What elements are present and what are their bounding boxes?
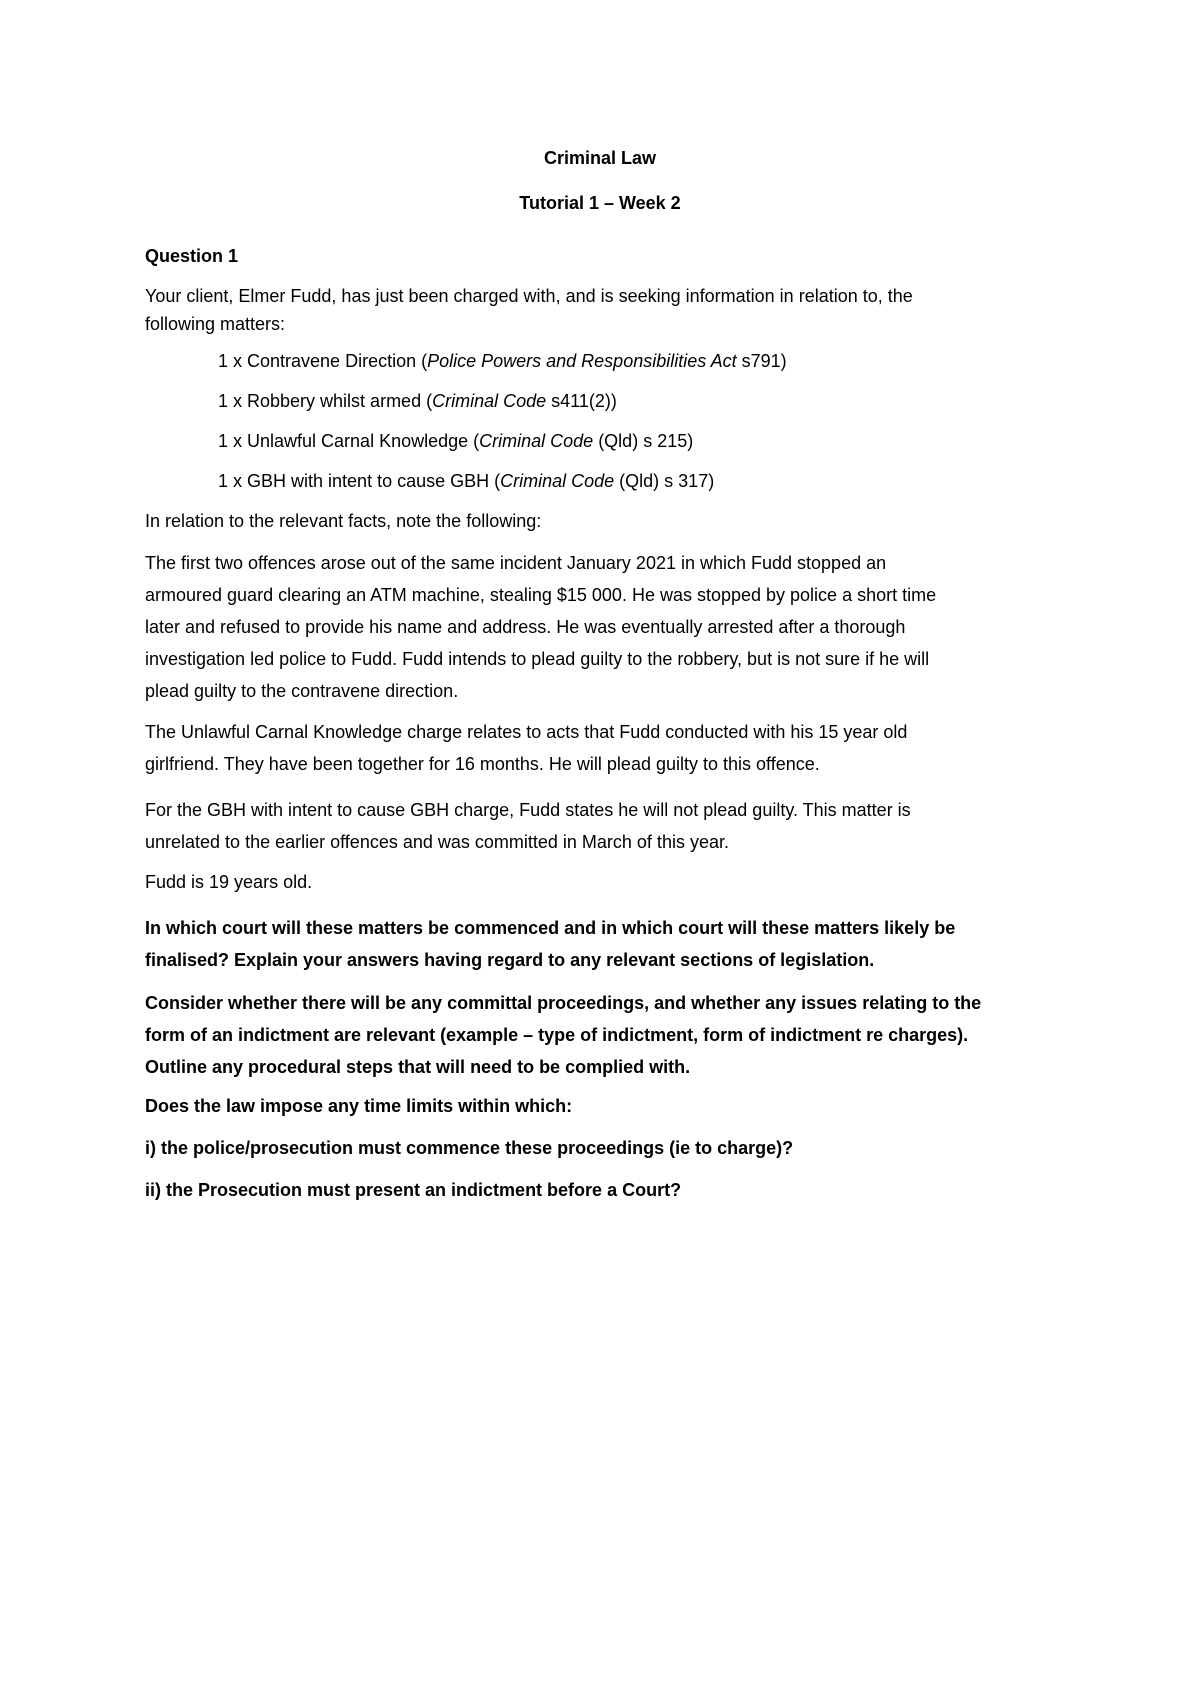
intro-line: Your client, Elmer Fudd, has just been charged with, and is seeking information in relation to, the [145,286,913,306]
paragraph-line: plead guilty to the contravene direction. [145,681,459,701]
charge-suffix: (Qld) s 215) [593,431,694,451]
charge-item [218,391,617,412]
facts-paragraph-1 [145,547,1045,707]
charge-suffix: (Qld) s 317) [614,471,715,491]
sub-question-i: i) the police/prosecution must commence these proceedings (ie to charge)? [145,1138,794,1158]
charge-prefix: 1 x Contravene Direction ( [218,351,428,371]
age-line: Fudd is 19 years old. [145,872,313,892]
paragraph-line: finalised? Explain your answers having regard to any relevant sections of legislation. [145,950,875,970]
paragraph-line: In which court will these matters be commenced and in which court will these matters likely be [145,918,956,938]
charge-act: Police Powers and Responsibilities Act [427,351,737,371]
charge-prefix: 1 x Unlawful Carnal Knowledge ( [218,431,480,451]
charge-item [218,471,714,492]
charge-prefix: 1 x Robbery whilst armed ( [218,391,433,411]
charge-act: Criminal Code [479,431,594,451]
paragraph-line: For the GBH with intent to cause GBH charge, Fudd states he will not plead guilty. This matter is [145,800,911,820]
facts-paragraph-3 [145,794,1045,858]
paragraph-line: form of an indictment are relevant (example – type of indictment, form of indictment re charges). [145,1025,969,1045]
charge-act: Criminal Code [500,471,615,491]
paragraph-line: The first two offences arose out of the same incident January 2021 in which Fudd stopped an [145,553,887,573]
charge-prefix: 1 x GBH with intent to cause GBH ( [218,471,501,491]
document-subtitle: Tutorial 1 – Week 2 [519,193,681,213]
paragraph-line: unrelated to the earlier offences and was committed in March of this year. [145,832,729,852]
charge-suffix: s411(2)) [546,391,617,411]
paragraph-line: girlfriend. They have been together for 16 months. He will plead guilty to this offence. [145,754,820,774]
paragraph-line: The Unlawful Carnal Knowledge charge relates to acts that Fudd conducted with his 15 year old [145,722,908,742]
facts-intro: In relation to the relevant facts, note the following: [145,511,542,531]
document-title: Criminal Law [543,148,657,168]
charge-item [218,431,693,452]
charge-suffix: s791) [736,351,787,371]
charge-item [218,351,787,372]
sub-question-ii: ii) the Prosecution must present an indictment before a Court? [145,1180,682,1200]
intro-line: following matters: [145,314,286,334]
intro-paragraph [145,282,1045,338]
paragraph-line: later and refused to provide his name and address. He was eventually arrested after a thorough [145,617,906,637]
question-heading: Question 1 [145,246,239,266]
facts-paragraph-2 [145,716,1045,780]
paragraph-line: Outline any procedural steps that will need to be complied with. [145,1057,691,1077]
question-paragraph-1 [145,912,1045,976]
question-paragraph-2 [145,987,1045,1083]
paragraph-line: investigation led police to Fudd. Fudd intends to plead guilty to the robbery, but is not sure if he will [145,649,930,669]
paragraph-line: Consider whether there will be any committal proceedings, and whether any issues relating to the [145,993,982,1013]
time-limits-question: Does the law impose any time limits within which: [145,1096,573,1116]
charge-act: Criminal Code [432,391,547,411]
paragraph-line: armoured guard clearing an ATM machine, stealing $15 000. He was stopped by police a short time [145,585,937,605]
